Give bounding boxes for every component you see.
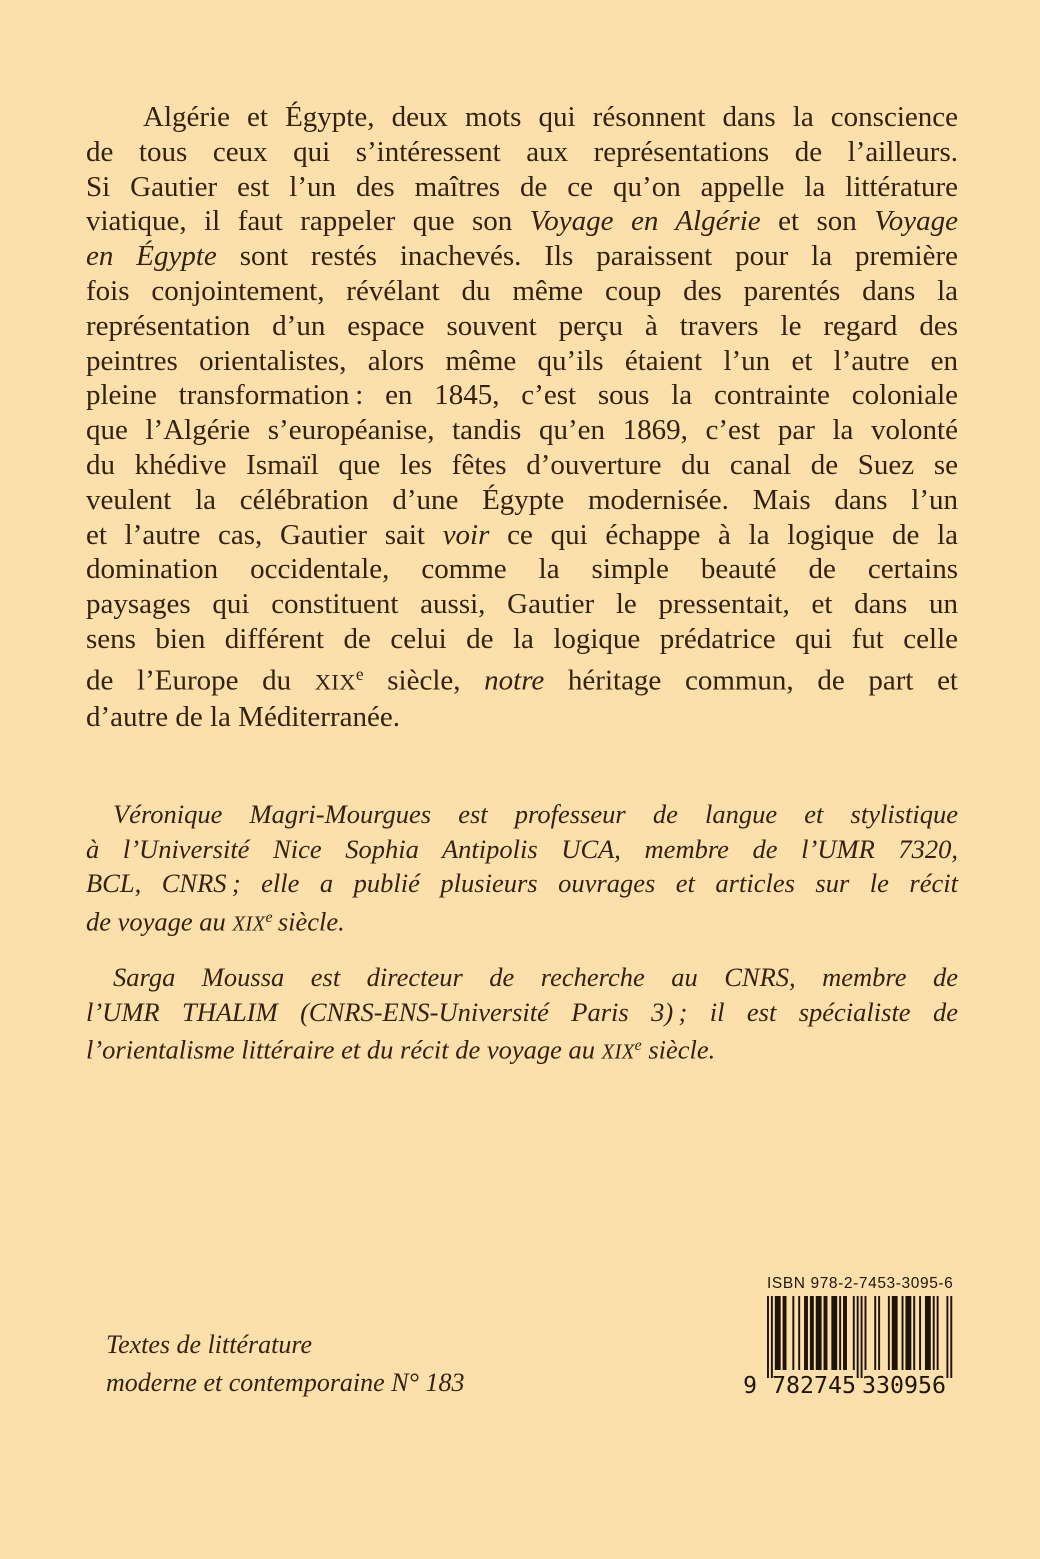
text-line <box>86 1029 958 1070</box>
text-line <box>86 960 958 995</box>
barcode-bar <box>905 1296 911 1370</box>
text-line <box>86 483 958 518</box>
text-run: de voyage au <box>86 906 233 937</box>
text-line <box>86 204 958 239</box>
text-line <box>86 657 958 700</box>
barcode-bars <box>767 1296 952 1378</box>
text-run: BCL, CNRS ; elle a publié plusieurs ouvrages et articles sur le récit <box>86 868 958 898</box>
text-run: XIX <box>601 1041 635 1064</box>
text-run: représentation d’un espace souvent perçu à travers le regard des <box>86 309 958 342</box>
barcode-bar <box>933 1296 935 1370</box>
synopsis-paragraph <box>86 100 958 735</box>
barcode-bar <box>839 1296 841 1370</box>
text-run: et l’autre cas, Gautier sait <box>86 518 443 551</box>
text-run: XIX <box>314 669 356 695</box>
barcode-bar <box>913 1296 915 1370</box>
text-run: sont restés inachevés. Ils paraissent pour la première <box>216 240 959 273</box>
text-line <box>86 901 958 942</box>
text-line <box>86 170 958 205</box>
barcode-bar <box>853 1296 855 1370</box>
text-line <box>86 587 958 622</box>
text-line <box>86 700 958 735</box>
barcode-bar <box>810 1296 814 1370</box>
text-run: Voyage <box>874 205 959 238</box>
barcode-bar <box>857 1296 859 1378</box>
text-run: Voyage en Algérie <box>529 205 761 238</box>
barcode-bar <box>783 1296 787 1370</box>
barcode-bar <box>831 1296 837 1370</box>
text-line <box>86 797 958 832</box>
text-run: notre <box>484 664 545 697</box>
text-run: et son <box>760 205 875 238</box>
barcode-digits-right: 330956 <box>862 1373 946 1396</box>
text-run: siècle. <box>272 906 345 937</box>
text-run: Si Gautier est l’un des maîtres de ce qu’on appelle la littérature <box>86 170 958 203</box>
barcode-bar <box>888 1296 890 1370</box>
text-run: e <box>265 908 273 926</box>
barcode-bar <box>902 1296 904 1370</box>
text-run: pleine transformation : en 1845, c’est sous la contrainte coloniale <box>86 379 958 412</box>
author-bio-moussa <box>86 960 958 1070</box>
barcode-bar <box>767 1296 769 1378</box>
text-line <box>86 518 958 553</box>
barcode-bar <box>919 1296 921 1370</box>
barcode-bar <box>843 1296 847 1370</box>
barcode-bar <box>874 1296 876 1370</box>
text-run: Véronique Magri-Mourgues est professeur de langue et stylistique <box>113 799 958 829</box>
text-run: peintres orientalistes, alors même qu’ils étaient l’un et l’autre en <box>86 344 958 377</box>
text-run: XIX <box>232 913 266 936</box>
text-run: viatique, il faut rappeler que son <box>86 205 530 238</box>
barcode-bar <box>771 1296 773 1378</box>
text-line <box>86 378 958 413</box>
text-run: héritage commun, de part et <box>544 664 958 697</box>
isbn-label: ISBN 978-2-7453-3095-6 <box>767 1275 954 1292</box>
barcode-bar <box>804 1296 808 1370</box>
barcode-bar <box>892 1296 898 1370</box>
text-run: siècle, <box>363 664 485 697</box>
series-line-2: moderne et contemporaine N° 183 <box>106 1368 465 1397</box>
text-line <box>86 135 958 170</box>
barcode-digit-lead: 9 <box>743 1373 757 1396</box>
barcode-bar <box>950 1296 952 1378</box>
text-run: sens bien différent de celui de la logique prédatrice qui fut celle <box>86 622 958 655</box>
text-run: e <box>634 1037 642 1054</box>
barcode-bar <box>792 1296 794 1370</box>
barcode-bar <box>798 1296 800 1370</box>
text-line <box>86 413 958 448</box>
text-run: de l’Europe du <box>86 664 315 697</box>
text-run: du khédive Ismaïl que les fêtes d’ouverture du canal de Suez se <box>86 448 958 481</box>
text-run: fois conjointement, révélant du même coup des parentés dans la <box>86 274 958 307</box>
barcode-bar <box>878 1296 880 1370</box>
barcode-bar <box>775 1296 781 1370</box>
text-line <box>86 344 958 379</box>
text-run: que l’Algérie s’européanise, tandis qu’en 1869, c’est par la volonté <box>86 414 958 447</box>
text-line <box>86 552 958 587</box>
series-label <box>106 1326 464 1402</box>
barcode-bar <box>946 1296 948 1378</box>
text-line <box>86 274 958 309</box>
text-run: Sarga Moussa est directeur de recherche au CNRS, membre de <box>113 962 958 992</box>
ean13-barcode <box>741 1296 957 1396</box>
text-line <box>86 866 958 901</box>
isbn-block <box>741 1275 957 1401</box>
text-run: à l’Université Nice Sophia Antipolis UCA, membre de l’UMR 7320, <box>86 833 958 864</box>
barcode-bar <box>937 1296 939 1370</box>
barcode-bar <box>865 1296 867 1370</box>
barcode-digits-left: 782745 <box>772 1373 856 1396</box>
text-run: e <box>355 663 364 684</box>
text-run: siècle. <box>641 1034 716 1065</box>
text-run: d’autre de la Méditerranée. <box>86 701 400 734</box>
text-run: ce qui échappe à la logique de la <box>489 518 959 551</box>
text-line <box>86 239 958 274</box>
text-run: Algérie et Égypte, deux mots qui résonnent dans la conscience <box>143 101 958 133</box>
text-run: paysages qui constituent aussi, Gautier le pressentait, et dans un <box>86 588 958 621</box>
text-run: veulent la célébration d’une Égypte modernisée. Mais dans l’un <box>86 483 958 516</box>
text-run: de tous ceux qui s’intéressent aux représentations de l’ailleurs. <box>86 135 958 168</box>
text-run: en Égypte <box>86 240 217 273</box>
author-bio-magri-mourgues <box>86 797 958 942</box>
barcode-bar <box>816 1296 822 1370</box>
barcode-bar <box>861 1296 863 1378</box>
text-line <box>86 448 958 483</box>
text-run: l’UMR THALIM (CNRS-ENS-Université Paris 3) ; il est spécialiste de <box>86 996 958 1027</box>
barcode-bar <box>925 1296 931 1370</box>
text-run: voir <box>442 518 490 551</box>
text-line <box>86 995 958 1030</box>
text-run: domination occidentale, comme la simple beauté de certains <box>86 553 958 586</box>
series-line-1: Textes de littérature <box>106 1330 313 1359</box>
text-line <box>86 622 958 657</box>
text-line <box>86 100 958 135</box>
text-line <box>86 832 958 867</box>
text-line <box>86 309 958 344</box>
text-run: l’orientalisme littéraire et du récit de voyage au <box>86 1034 602 1065</box>
barcode-bar <box>824 1296 828 1370</box>
